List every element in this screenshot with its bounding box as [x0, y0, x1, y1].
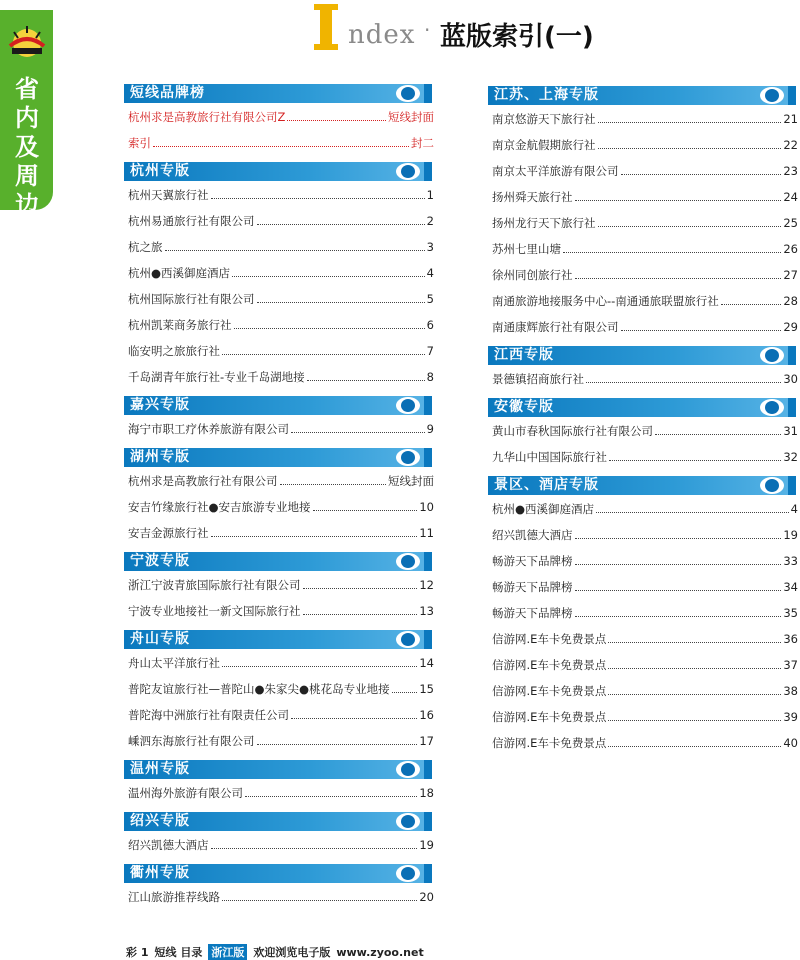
- index-entry[interactable]: [492, 160, 798, 178]
- dot-leader: [655, 434, 781, 435]
- entry-page: 20: [419, 890, 434, 904]
- entry-name: 南京太平洋旅游有限公司: [492, 164, 619, 178]
- entry-name: 九华山中国国际旅行社: [492, 450, 607, 464]
- dot-leader: [211, 536, 418, 537]
- index-entry[interactable]: [128, 184, 434, 202]
- dot-leader: [257, 224, 425, 225]
- index-entry[interactable]: [492, 524, 798, 542]
- dot-leader: [563, 252, 781, 253]
- index-entry[interactable]: [492, 602, 798, 620]
- index-entry[interactable]: [492, 654, 798, 672]
- entry-name: 索引: [128, 136, 151, 150]
- dot-leader: [307, 380, 425, 381]
- entry-name: 信游网.E车卡免费景点: [492, 736, 607, 750]
- entry-page: 23: [783, 164, 798, 178]
- dot-leader: [596, 512, 789, 513]
- dot-leader: [211, 848, 418, 849]
- dot-leader: [291, 432, 425, 433]
- entry-page: 21: [783, 112, 798, 126]
- entry-name: 安吉竹缘旅行社●安吉旅游专业地接: [128, 500, 311, 514]
- dot-leader: [222, 666, 417, 667]
- entry-name: 畅游天下品牌榜: [492, 580, 573, 594]
- entry-name: 信游网.E车卡免费景点: [492, 658, 607, 672]
- section-title: 温州专版: [130, 761, 190, 777]
- page-header: [312, 2, 792, 54]
- entry-name: 扬州龙行天下旅行社: [492, 216, 596, 230]
- entry-page: 24: [783, 190, 798, 204]
- section-marker-icon: [760, 87, 784, 104]
- section-title: 杭州专版: [130, 163, 190, 179]
- index-entry[interactable]: [492, 550, 798, 568]
- section-header: [124, 448, 432, 467]
- index-entry[interactable]: [492, 368, 798, 386]
- entry-page: 39: [783, 710, 798, 724]
- dot-leader: [280, 484, 387, 485]
- entry-page: 16: [419, 708, 434, 722]
- entry-page: 短线封面: [388, 474, 434, 488]
- index-entry[interactable]: [492, 212, 798, 230]
- index-entry[interactable]: [128, 236, 434, 254]
- index-entry[interactable]: [128, 704, 434, 722]
- entry-name: 绍兴凯德大酒店: [128, 838, 209, 852]
- entry-page: 32: [783, 450, 798, 464]
- entry-page: 10: [419, 500, 434, 514]
- index-entry[interactable]: [492, 316, 798, 334]
- section-marker-icon: [760, 347, 784, 364]
- entry-name: 绍兴凯德大酒店: [492, 528, 573, 542]
- dot-leader: [232, 276, 425, 277]
- dot-leader: [303, 588, 418, 589]
- section-title: 湖州专版: [130, 449, 190, 465]
- section-header: [124, 864, 432, 883]
- dot-leader: [392, 692, 418, 693]
- entry-name: 南京金航假期旅行社: [492, 138, 596, 152]
- index-initial-letter: [312, 2, 338, 52]
- dot-leader: [234, 328, 425, 329]
- index-entry[interactable]: [128, 678, 434, 696]
- entry-page: 6: [426, 318, 434, 332]
- dot-leader: [303, 614, 418, 615]
- entry-page: 22: [783, 138, 798, 152]
- index-entry[interactable]: [128, 730, 434, 748]
- entry-page: 5: [426, 292, 434, 306]
- entry-page: 28: [783, 294, 798, 308]
- section-marker-icon: [396, 631, 420, 648]
- index-entry[interactable]: [128, 600, 434, 618]
- entry-page: 1: [426, 188, 434, 202]
- entry-page: 4: [426, 266, 434, 280]
- section-title: 绍兴专版: [130, 813, 190, 829]
- entry-name: 畅游天下品牌榜: [492, 554, 573, 568]
- dot-leader: [575, 278, 782, 279]
- entry-name: 温州海外旅游有限公司: [128, 786, 243, 800]
- entry-name: 海宁市职工疗休养旅游有限公司: [128, 422, 289, 436]
- section-header: [488, 346, 796, 365]
- section-title: 嘉兴专版: [130, 397, 190, 413]
- section-title: 景区、酒店专版: [494, 477, 599, 493]
- entry-name: 杭州天翼旅行社: [128, 188, 209, 202]
- entry-page: 40: [783, 736, 798, 750]
- entry-name: 千岛湖青年旅行社-专业千岛湖地接: [128, 370, 305, 384]
- entry-page: 19: [783, 528, 798, 542]
- dot-leader: [621, 174, 782, 175]
- section-header: [488, 398, 796, 417]
- dot-leader: [608, 694, 781, 695]
- index-entry[interactable]: [128, 132, 434, 150]
- entry-name: 嵊泗东海旅行社有限公司: [128, 734, 255, 748]
- brand-logo-icon: [6, 24, 48, 62]
- section-marker-icon: [396, 85, 420, 102]
- entry-page: 4: [790, 502, 798, 516]
- header-dot: ·: [424, 18, 431, 42]
- index-entry[interactable]: [128, 574, 434, 592]
- dot-leader: [598, 122, 782, 123]
- section-title: 衢州专版: [130, 865, 190, 881]
- section-header: [124, 552, 432, 571]
- entry-name: 信游网.E车卡免费景点: [492, 684, 607, 698]
- index-entry[interactable]: [128, 340, 434, 358]
- dot-leader: [245, 796, 417, 797]
- index-entry[interactable]: [492, 628, 798, 646]
- index-entry[interactable]: [128, 288, 434, 306]
- index-entry[interactable]: [128, 522, 434, 540]
- section-marker-icon: [396, 397, 420, 414]
- dot-leader: [291, 718, 417, 719]
- entry-page: 17: [419, 734, 434, 748]
- entry-name: 舟山太平洋旅行社: [128, 656, 220, 670]
- entry-name: 苏州七里山塘: [492, 242, 561, 256]
- dot-leader: [608, 746, 781, 747]
- section-title: 短线品牌榜: [130, 85, 205, 101]
- dot-leader: [608, 720, 781, 721]
- index-entry[interactable]: [128, 210, 434, 228]
- index-entry[interactable]: [128, 470, 434, 488]
- index-entry[interactable]: [492, 108, 798, 126]
- entry-page: 18: [419, 786, 434, 800]
- index-entry[interactable]: [492, 186, 798, 204]
- entry-page: 34: [783, 580, 798, 594]
- page-title: 蓝版索引(一): [440, 22, 594, 52]
- section-marker-icon: [396, 449, 420, 466]
- index-word: ndex: [348, 20, 416, 50]
- section-title: 安徽专版: [494, 399, 554, 415]
- dot-leader: [575, 564, 782, 565]
- entry-name: 扬州舜天旅行社: [492, 190, 573, 204]
- entry-page: 19: [419, 838, 434, 852]
- entry-page: 14: [419, 656, 434, 670]
- entry-page: 封二: [411, 136, 434, 150]
- entry-name: 浙江宁波青旅国际旅行社有限公司: [128, 578, 301, 592]
- entry-name: 宁波专业地接社一新文国际旅行社: [128, 604, 301, 618]
- entry-page: 36: [783, 632, 798, 646]
- section-header: [124, 162, 432, 181]
- dot-leader: [575, 590, 782, 591]
- index-entry[interactable]: [492, 264, 798, 282]
- footer-website-link[interactable]: www.zyoo.net: [336, 945, 424, 959]
- dot-leader: [621, 330, 782, 331]
- entry-page: 13: [419, 604, 434, 618]
- entry-name: 江山旅游推荐线路: [128, 890, 220, 904]
- entry-name: 普陀海中洲旅行社有限责任公司: [128, 708, 289, 722]
- entry-name: 徐州同创旅行社: [492, 268, 573, 282]
- index-entry[interactable]: [128, 834, 434, 852]
- entry-name: 杭州易通旅行社有限公司: [128, 214, 255, 228]
- section-marker-icon: [396, 865, 420, 882]
- entry-name: 杭之旅: [128, 240, 163, 254]
- index-entry[interactable]: [128, 366, 434, 384]
- index-entry[interactable]: [492, 498, 798, 516]
- entry-page: 15: [419, 682, 434, 696]
- dot-leader: [575, 538, 782, 539]
- section-header: [124, 760, 432, 779]
- entry-page: 12: [419, 578, 434, 592]
- entry-name: 杭州求是高教旅行社有限公司: [128, 474, 278, 488]
- index-entry[interactable]: [128, 106, 434, 124]
- index-entry[interactable]: [492, 706, 798, 724]
- footer-edition-badge: 浙江版: [208, 944, 247, 960]
- entry-page: 26: [783, 242, 798, 256]
- entry-page: 27: [783, 268, 798, 282]
- entry-name: 信游网.E车卡免费景点: [492, 632, 607, 646]
- entry-name: 南京悠游天下旅行社: [492, 112, 596, 126]
- entry-name: 南通康辉旅行社有限公司: [492, 320, 619, 334]
- dot-leader: [575, 200, 782, 201]
- section-marker-icon: [396, 813, 420, 830]
- entry-page: 2: [426, 214, 434, 228]
- section-title: 江西专版: [494, 347, 554, 363]
- section-header: [124, 812, 432, 831]
- entry-name: 普陀友谊旅行社—普陀山●朱家尖●桃花岛专业地接: [128, 682, 390, 696]
- index-entry[interactable]: [492, 680, 798, 698]
- section-marker-icon: [760, 477, 784, 494]
- page-footer: [126, 944, 424, 960]
- section-marker-icon: [396, 163, 420, 180]
- entry-name: 信游网.E车卡免费景点: [492, 710, 607, 724]
- index-entry[interactable]: [128, 314, 434, 332]
- index-entry[interactable]: [492, 576, 798, 594]
- footer-page-number: 彩 1: [126, 946, 149, 959]
- entry-name: 杭州国际旅行社有限公司: [128, 292, 255, 306]
- entry-name: 杭州凯莱商务旅行社: [128, 318, 232, 332]
- section-title: 江苏、上海专版: [494, 87, 599, 103]
- dot-leader: [287, 120, 386, 121]
- dot-leader: [211, 198, 425, 199]
- index-entry[interactable]: [492, 732, 798, 750]
- entry-name: 畅游天下品牌榜: [492, 606, 573, 620]
- dot-leader: [165, 250, 425, 251]
- section-title: 宁波专版: [130, 553, 190, 569]
- dot-leader: [608, 668, 781, 669]
- dot-leader: [586, 382, 781, 383]
- section-header: [488, 86, 796, 105]
- index-entry[interactable]: [492, 238, 798, 256]
- entry-page: 38: [783, 684, 798, 698]
- dot-leader: [598, 226, 782, 227]
- entry-page: 25: [783, 216, 798, 230]
- entry-page: 37: [783, 658, 798, 672]
- index-entry[interactable]: [492, 290, 798, 308]
- index-entry[interactable]: [128, 652, 434, 670]
- entry-name: 杭州求是高教旅行社有限公司Z: [128, 110, 286, 124]
- index-entry[interactable]: [128, 782, 434, 800]
- entry-name: 杭州●西溪御庭酒店: [128, 266, 231, 280]
- dot-leader: [257, 302, 425, 303]
- dot-leader: [609, 460, 781, 461]
- dot-leader: [222, 354, 425, 355]
- dot-leader: [598, 148, 782, 149]
- entry-page: 33: [783, 554, 798, 568]
- entry-page: 9: [426, 422, 434, 436]
- section-marker-icon: [396, 553, 420, 570]
- side-tab-label: 省内及周边: [15, 74, 39, 219]
- entry-name: 临安明之旅旅行社: [128, 344, 220, 358]
- entry-page: 短线封面: [388, 110, 434, 124]
- entry-name: 景德镇招商旅行社: [492, 372, 584, 386]
- entry-page: 29: [783, 320, 798, 334]
- entry-name: 南通旅游地接服务中心--南通通旅联盟旅行社: [492, 294, 719, 308]
- footer-section: 短线 目录: [154, 946, 203, 959]
- side-tab: [0, 10, 53, 219]
- index-entry[interactable]: [128, 496, 434, 514]
- section-marker-icon: [396, 761, 420, 778]
- entry-name: 杭州●西溪御庭酒店: [492, 502, 595, 516]
- dot-leader: [153, 146, 409, 147]
- index-entry[interactable]: [492, 446, 798, 464]
- entry-name: 黄山市春秋国际旅行社有限公司: [492, 424, 653, 438]
- index-entry[interactable]: [128, 886, 434, 904]
- dot-leader: [257, 744, 418, 745]
- dot-leader: [575, 616, 782, 617]
- dot-leader: [222, 900, 417, 901]
- entry-name: 安吉金源旅行社: [128, 526, 209, 540]
- section-title: 舟山专版: [130, 631, 190, 647]
- dot-leader: [721, 304, 782, 305]
- entry-page: 35: [783, 606, 798, 620]
- section-header: [124, 396, 432, 415]
- entry-page: 31: [783, 424, 798, 438]
- dot-leader: [608, 642, 781, 643]
- index-entry[interactable]: [128, 262, 434, 280]
- entry-page: 30: [783, 372, 798, 386]
- section-header: [124, 630, 432, 649]
- section-header: [124, 84, 432, 103]
- index-entry[interactable]: [492, 134, 798, 152]
- section-header: [488, 476, 796, 495]
- dot-leader: [313, 510, 418, 511]
- entry-page: 7: [426, 344, 434, 358]
- entry-page: 11: [419, 526, 434, 540]
- footer-tagline: 欢迎浏览电子版: [253, 946, 331, 959]
- index-entry[interactable]: [492, 420, 798, 438]
- index-entry[interactable]: [128, 418, 434, 436]
- section-marker-icon: [760, 399, 784, 416]
- entry-page: 3: [426, 240, 434, 254]
- entry-page: 8: [426, 370, 434, 384]
